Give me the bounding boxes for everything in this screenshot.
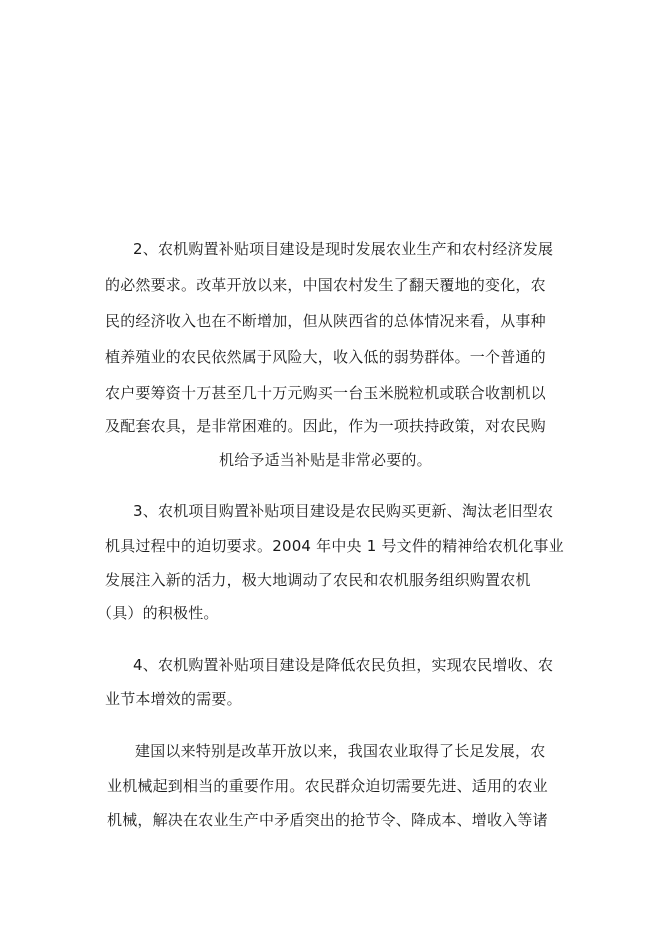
- text-line: 民的经济收入也在不断增加，但从陕西省的总体情况来看，从事种: [105, 312, 546, 330]
- text-line: 发展注入新的活力，极大地调动了农民和农机服务组织购置农机: [105, 571, 531, 589]
- text-line: 机具过程中的迫切要求。2004 年中央 1 号文件的精神给农机化事业: [105, 537, 564, 555]
- text-line: 机械，解决在农业生产中矛盾突出的抢节令、降成本、增收入等诸: [107, 811, 548, 829]
- text-line: 3、农机项目购置补贴项目建设是农民购买更新、淘汰老旧型农: [133, 502, 554, 520]
- text-line: 业机械起到相当的重要作用。农民群众迫切需要先进、适用的农业: [107, 777, 548, 795]
- text-line: 植养殖业的农民依然属于风险大，收入低的弱势群体。一个普通的: [105, 348, 546, 366]
- text-line: 农户要筹资十万甚至几十万元购买一台玉米脱粒机或联合收割机以: [105, 384, 546, 402]
- text-line: 业节本增效的需要。: [105, 690, 242, 708]
- text-line: 的必然要求。改革开放以来，中国农村发生了翻天覆地的变化，农: [105, 276, 546, 294]
- text-line: 机给予适当补贴是非常必要的。: [219, 451, 432, 469]
- text-line: 4、农机购置补贴项目建设是降低农民负担，实现农民增收、农: [133, 656, 554, 674]
- text-line: 及配套农具，是非常困难的。因此，作为一项扶持政策，对农民购: [105, 417, 546, 435]
- text-line: 2、农机购置补贴项目建设是现时发展农业生产和农村经济发展: [133, 240, 554, 258]
- text-line: （具）的积极性。: [97, 604, 219, 622]
- text-line: 建国以来特别是改革开放以来，我国农业取得了长足发展，农: [135, 742, 546, 760]
